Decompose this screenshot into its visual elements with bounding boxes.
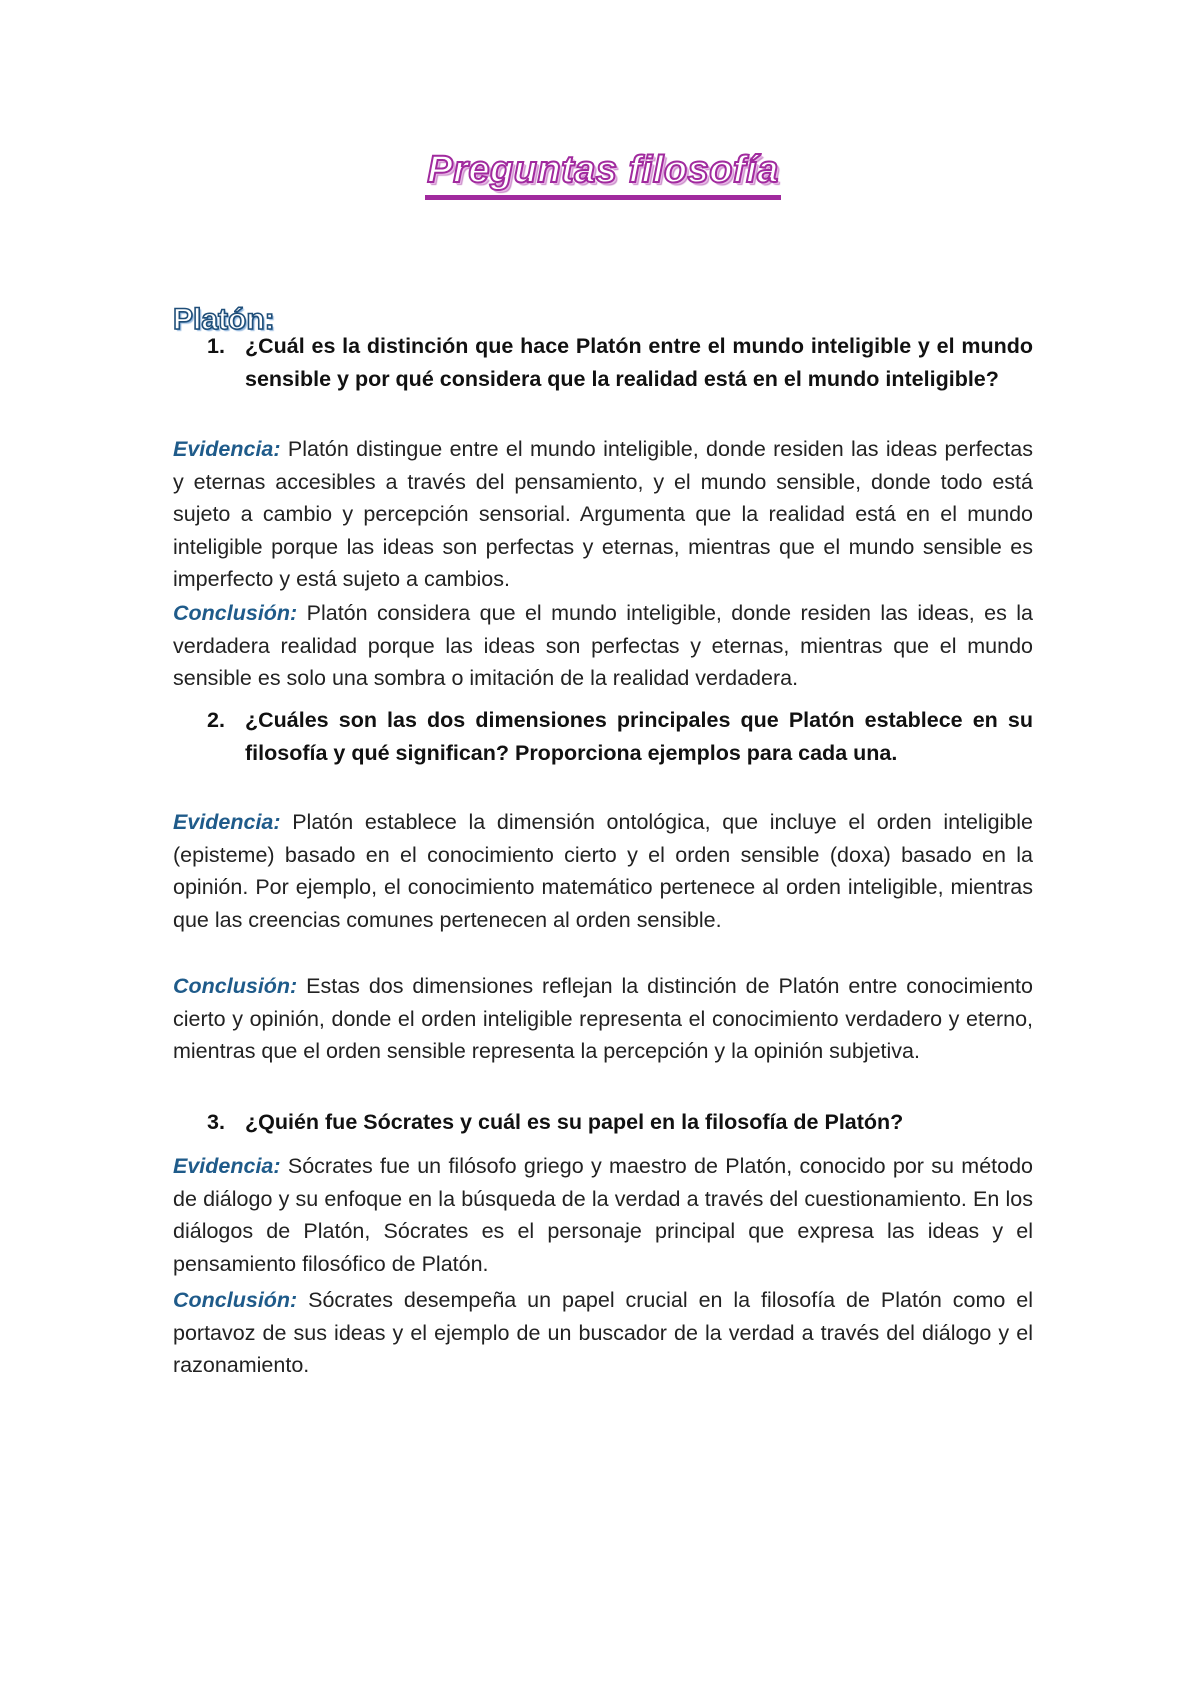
conclusion-text: Estas dos dimensiones reflejan la distinción de Platón entre conocimiento cierto y opinión, donde el orden inteligible representa el conocimiento verdadero y eterno, mientras que el orden sensible representa la percepción y la opinión subjetiva. — [173, 974, 1033, 1063]
evidence-paragraph-3 — [173, 1150, 1033, 1280]
evidence-paragraph-1 — [173, 433, 1033, 596]
question-text: ¿Quién fue Sócrates y cuál es su papel en la filosofía de Platón? — [245, 1110, 904, 1134]
evidence-text: Platón establece la dimensión ontológica, que incluye el orden inteligible (episteme) basado en el conocimiento cierto y el orden sensible (doxa) basado en la opinión. Por ejemplo, el conocimiento matemático pertenece al orden inteligible, mientras que las creencias comunes pertenecen al orden sensible. — [173, 810, 1033, 932]
conclusion-paragraph-2 — [173, 970, 1033, 1068]
section-heading: Platón: — [173, 303, 275, 336]
question-item — [173, 704, 1033, 769]
question-item — [173, 330, 1033, 395]
evidence-label: Evidencia: — [173, 810, 281, 834]
question-number: 3. — [207, 1110, 225, 1134]
question-block-1 — [173, 330, 1033, 395]
question-number: 2. — [207, 708, 225, 732]
conclusion-text: Sócrates desempeña un papel crucial en la filosofía de Platón como el portavoz de sus ideas y el ejemplo de un buscador de la verdad a través del diálogo y el razonamiento. — [173, 1288, 1033, 1377]
conclusion-paragraph-1 — [173, 597, 1033, 695]
conclusion-text: Platón considera que el mundo inteligible, donde residen las ideas, es la verdadera realidad porque las ideas son perfectas y eternas, mientras que el mundo sensible es solo una sombra o imitación de la realidad verdadera. — [173, 601, 1033, 690]
conclusion-label: Conclusión: — [173, 601, 298, 625]
conclusion-paragraph-3 — [173, 1284, 1033, 1382]
conclusion-label: Conclusión: — [173, 1288, 298, 1312]
evidence-label: Evidencia: — [173, 1154, 281, 1178]
question-block-3 — [173, 1106, 1033, 1139]
evidence-paragraph-2 — [173, 806, 1033, 936]
question-text: ¿Cuáles son las dos dimensiones principales que Platón establece en su filosofía y qué significan? Proporciona ejemplos para cada una. — [245, 708, 1033, 765]
evidence-text: Sócrates fue un filósofo griego y maestro de Platón, conocido por su método de diálogo y su enfoque en la búsqueda de la verdad a través del cuestionamiento. En los diálogos de Platón, Sócrates es el personaje principal que expresa las ideas y el pensamiento filosófico de Platón. — [173, 1154, 1033, 1276]
question-text: ¿Cuál es la distinción que hace Platón entre el mundo inteligible y el mundo sensible y por qué considera que la realidad está en el mundo inteligible? — [245, 334, 1033, 391]
evidence-label: Evidencia: — [173, 437, 281, 461]
document-title — [173, 148, 1033, 200]
question-block-2 — [173, 704, 1033, 769]
conclusion-label: Conclusión: — [173, 974, 298, 998]
evidence-text: Platón distingue entre el mundo inteligible, donde residen las ideas perfectas y eternas accesibles a través del pensamiento, y el mundo sensible, donde todo está sujeto a cambio y percepción sensorial. Argumenta que la realidad está en el mundo inteligible porque las ideas son perfectas y eternas, mientras que el mundo sensible es imperfecto y está sujeto a cambios. — [173, 437, 1033, 591]
document-title-text: Preguntas filosofía — [425, 148, 781, 200]
question-number: 1. — [207, 334, 225, 358]
question-item — [173, 1106, 1033, 1139]
